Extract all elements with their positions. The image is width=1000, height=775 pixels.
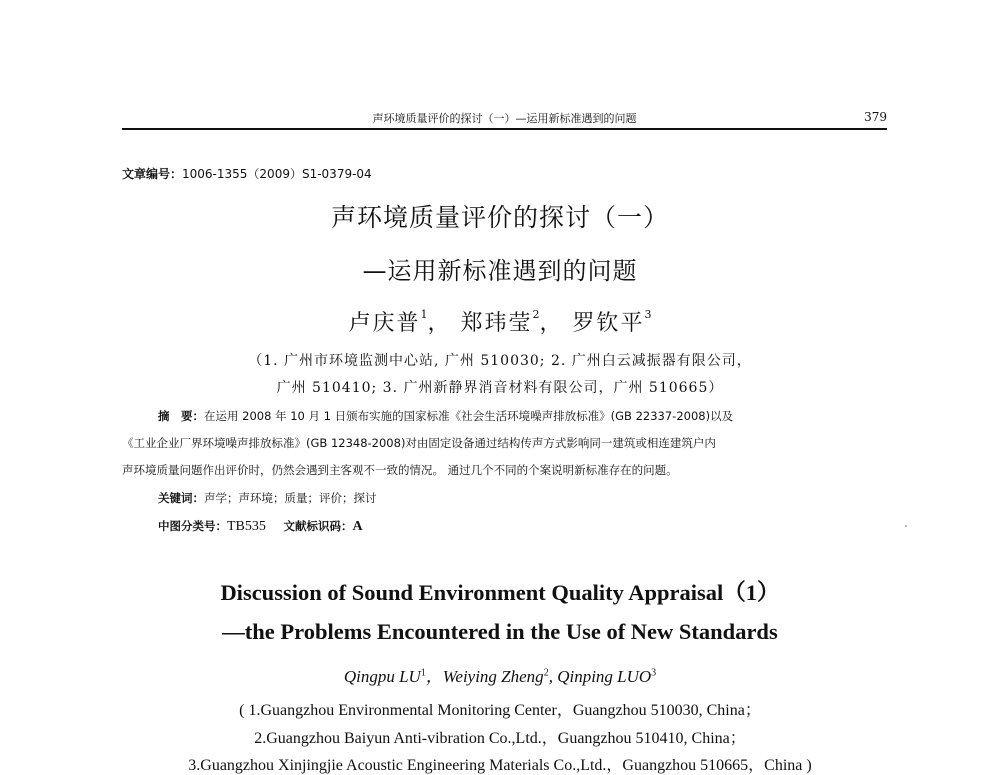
chinese-subtitle: —运用新标准遇到的问题 xyxy=(362,257,638,285)
english-affiliation-line: 2.Guangzhou Baiyun Anti-vibration Co.,Ltd.，Guangzhou 510410, China； xyxy=(254,730,746,747)
chinese-authors xyxy=(0,306,1000,337)
abstract-label: 摘 要： xyxy=(158,409,204,423)
clc-label: 中图分类号： xyxy=(158,519,227,533)
article-id-value: 1006-1355（2009）S1-0379-04 xyxy=(182,167,372,181)
author-name: 罗钦平 xyxy=(572,311,645,336)
running-title: 声环境质量评价的探讨（一）—运用新标准遇到的问题 xyxy=(372,112,637,125)
page-number: 379 xyxy=(864,110,887,124)
classification-line xyxy=(158,518,363,535)
author-separator: ， xyxy=(539,311,564,336)
author-separator: ， xyxy=(427,311,452,336)
author-name: Qinping LUO xyxy=(557,667,652,686)
chinese-affiliation-line: 广州 510410; 3. 广州新静界消音材料有限公司，广州 510665） xyxy=(276,380,724,396)
running-header xyxy=(122,108,887,130)
english-authors xyxy=(0,662,1000,687)
author-separator: , xyxy=(548,667,558,686)
chinese-affiliation-line: （1. 广州市环境监测中心站, 广州 510030; 2. 广州白云减振器有限公司， xyxy=(248,353,752,369)
keywords-line xyxy=(158,490,377,506)
author-affiliation-mark: 2 xyxy=(532,308,540,321)
keywords-label: 关键词： xyxy=(158,491,204,505)
chinese-title: 声环境质量评价的探讨（一） xyxy=(330,203,669,232)
keywords-text: 声学；声环境；质量；评价；探讨 xyxy=(204,491,377,505)
abstract-text: 在运用 2008 年 10 月 1 日颁布实施的国家标准《社会生活环境噪声排放标准》(GB 22337-2008)以及 xyxy=(204,409,734,423)
author-name: Qingpu LU xyxy=(343,667,421,686)
doc-code-label: 文献标识码： xyxy=(283,519,353,533)
article-id xyxy=(122,165,372,182)
author-separator: ， xyxy=(425,667,443,686)
scan-speck xyxy=(905,525,907,527)
english-affiliation-line: 3.Guangzhou Xinjingjie Acoustic Engineering Materials Co.,Ltd.，Guangzhou 510665，China ) xyxy=(188,757,812,774)
author-affiliation-mark: 3 xyxy=(651,667,657,679)
author-affiliation-mark: 1 xyxy=(420,667,426,679)
clc-value: TB535 xyxy=(227,519,266,534)
author-name: Weiying Zheng xyxy=(442,667,544,686)
english-title: Discussion of Sound Environment Quality Appraisal（1） xyxy=(220,580,780,605)
abstract-line: 声环境质量问题作出评价时，仍然会遇到主客观不一致的情况。 通过几个不同的个案说明新标准存在的问题。 xyxy=(122,463,678,477)
author-name: 郑玮莹 xyxy=(460,311,533,336)
abstract-line xyxy=(158,408,733,424)
doc-code-value: A xyxy=(352,519,363,534)
english-subtitle: —the Problems Encountered in the Use of New Standards xyxy=(222,619,778,644)
article-id-label: 文章编号： xyxy=(122,167,183,181)
author-name: 卢庆普 xyxy=(348,311,421,336)
abstract-line: 《工业企业厂界环境噪声排放标准》(GB 12348-2008)对由固定设备通过结构传声方式影响同一建筑或相连建筑户内 xyxy=(122,436,716,450)
english-affiliation-line: ( 1.Guangzhou Environmental Monitoring Center，Guangzhou 510030, China； xyxy=(239,702,761,719)
author-affiliation-mark: 2 xyxy=(543,667,549,679)
author-affiliation-mark: 3 xyxy=(644,308,652,321)
author-affiliation-mark: 1 xyxy=(420,308,428,321)
